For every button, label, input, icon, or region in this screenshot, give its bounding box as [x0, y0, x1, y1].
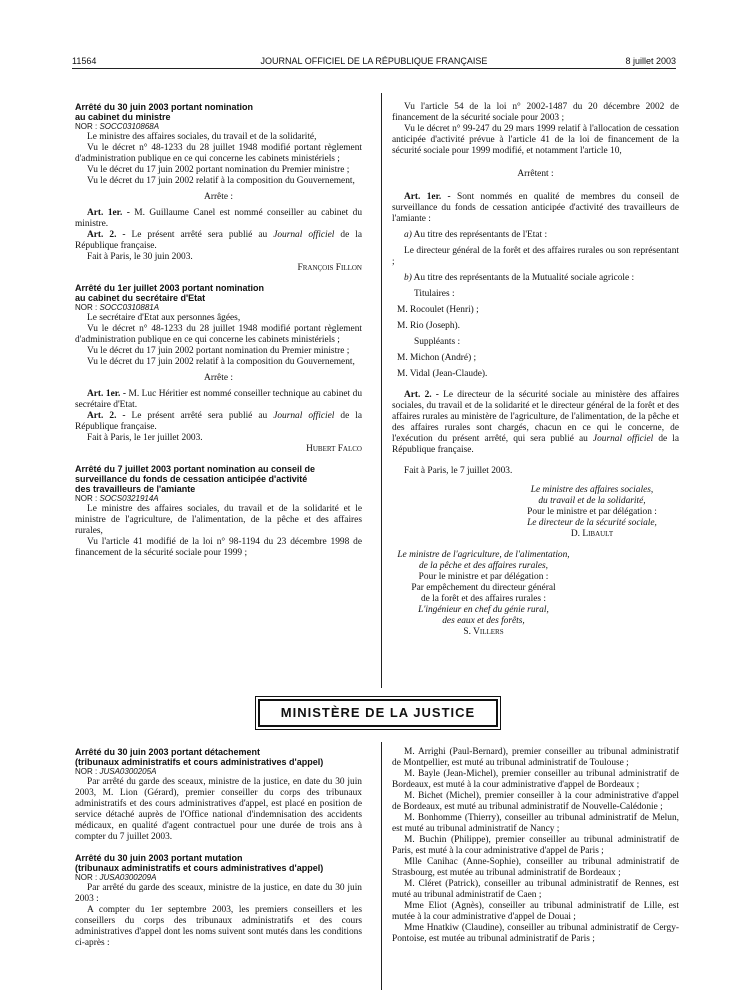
journal-title: JOURNAL OFFICIEL DE LA RÉPUBLIQUE FRANÇAISE: [260, 56, 488, 66]
member-state: Le directeur général de la forêt et des affaires rurales ou son représentant ;: [392, 246, 679, 267]
arrete-title-line2: (tribunaux administratifs et cours administratives d'appel): [75, 863, 324, 873]
article-2: Art. 2. - Le présent arrêté sera publié au Journal officiel de la République française.: [75, 230, 362, 251]
arrete-title: Arrêté du 7 juillet 2003 portant nomination au conseil de: [75, 464, 316, 474]
arrete-cabinet-ministre: [75, 102, 362, 274]
member-titulaire: M. Rio (Joseph).: [397, 321, 461, 331]
left-column-bottom: [75, 747, 362, 949]
done-at: Fait à Paris, le 30 juin 2003.: [87, 252, 193, 262]
body-text: Par arrêté du garde des sceaux, ministre de la justice, en date du 30 juin 2003, M. Lion (Gérard), premier conseiller du corps des tribunaux administratifs et des cours administratives d'appel, est placé en position de service détaché auprès de l'Office national d'indemnisation des accidents médicaux, en qualité d'agent contractuel pour une durée de trois ans à compter du 7 juillet 2003.: [75, 777, 362, 842]
ministry-heading: MINISTÈRE DE LA JUSTICE: [258, 699, 498, 727]
mutation-entry: M. Cléret (Patrick), conseiller au tribunal administratif de Rennes, est muté au tribunal administratif de Caen ;: [392, 879, 679, 900]
preamble-text: Le ministre des affaires sociales, du travail et de la solidarité et le ministre de l'agriculture, de l'alimentation, de la pêche et des affaires rurales,: [75, 504, 362, 536]
visa-text: Vu l'article 54 de la loi n° 2002-1487 du 20 décembre 2002 de financement de la sécurité sociale pour 2003 ;: [392, 102, 679, 123]
mutation-entry: Mme Hnatkiw (Claudine), conseiller au tribunal administratif de Cergy-Pontoise, est mutée au tribunal administratif de Paris ;: [392, 923, 679, 944]
right-column-top: [392, 102, 679, 638]
signature-block-social: [502, 485, 682, 540]
nor-reference: NOR : JUSA0300205A: [75, 767, 157, 776]
arrete-title: Arrêté du 30 juin 2003 portant détachement: [75, 747, 261, 757]
arrete-title-line2: au cabinet du secrétaire d'Etat: [75, 293, 206, 303]
signature-line: Le directeur de la sécurité sociale,: [527, 518, 657, 528]
article-2: Art. 2. - Le présent arrêté sera publié au Journal officiel de la République française.: [75, 411, 362, 432]
arrete-keyword: Arrête :: [204, 192, 233, 202]
mutation-entry: M. Bonhomme (Thierry), conseiller au tribunal administratif de Melun, est muté au tribunal administratif de Nancy ;: [392, 813, 679, 834]
mutation-entry: M. Bichet (Michel), premier conseiller à la cour administrative d'appel de Bordeaux, est muté au tribunal administratif de Nouvelle-Calédonie ;: [392, 791, 679, 812]
article-1: Art. 1er. - M. Luc Héritier est nommé conseiller technique au cabinet du secrétaire d'Etat.: [75, 389, 363, 410]
arrete-title-line2: surveillance du fonds de cessation anticipée d'activité: [75, 474, 308, 484]
arrete-keyword: Arrête :: [204, 373, 233, 383]
arrete-title: Arrêté du 30 juin 2003 portant mutation: [75, 853, 243, 863]
right-column-bottom: [392, 747, 679, 945]
signatory: Hubert Falco: [306, 444, 362, 454]
nor-reference: NOR : SOCC0310868A: [75, 122, 160, 131]
mutation-entry: M. Bayle (Jean-Michel), premier conseiller au tribunal administratif de Bordeaux, est muté à la cour administrative d'appel de Bordeaux ;: [392, 769, 679, 790]
visa-text: Vu l'article 41 modifié de la loi n° 98-1194 du 23 décembre 1998 de financement de la sécurité sociale pour 1999 ;: [75, 537, 362, 558]
arrete-title-line2: (tribunaux administratifs et cours administratives d'appel): [75, 757, 324, 767]
arrete-title-line3: des travailleurs de l'amiante: [75, 484, 196, 494]
visa-text: Vu le décret du 17 juin 2002 relatif à la composition du Gouvernement,: [87, 357, 355, 367]
category-b: b) Au titre des représentants de la Mutualité sociale agricole :: [404, 273, 635, 283]
mutation-entry: M. Buchin (Philippe), premier conseiller au tribunal administratif de Paris, est muté à la cour administrative d'appel de Paris ;: [392, 835, 679, 856]
article-1: Art. 1er. - Sont nommés en qualité de membres du conseil de surveillance du fonds de cessation anticipée d'activité des travailleurs de l'amiante :: [392, 192, 680, 224]
visa-text: Vu le décret n° 48-1233 du 28 juillet 1948 modifié portant règlement d'administration publique en ce qui concerne les cabinets ministériels ;: [75, 143, 362, 164]
article-1: Art. 1er. - M. Guillaume Canel est nommé conseiller au cabinet du ministre.: [75, 208, 363, 229]
header-rule: [72, 68, 676, 69]
column-divider-top: [381, 93, 382, 688]
signature-line: Pour le ministre et par délégation :: [527, 507, 657, 517]
titulaires-label: Titulaires :: [414, 289, 455, 299]
signature-line: de la pêche et des affaires rurales,: [418, 561, 549, 571]
member-suppleant: M. Michon (André) ;: [397, 353, 477, 363]
visa-text: Vu le décret du 17 juin 2002 portant nomination du Premier ministre ;: [87, 346, 350, 356]
arretent-keyword: Arrêtent :: [517, 169, 554, 179]
signature-line: Par empêchement du directeur général: [411, 583, 556, 593]
signature-block-agriculture: [386, 550, 581, 638]
mutation-entry: Mlle Canihac (Anne-Sophie), conseiller au tribunal administratif de Strasbourg, est mutée au tribunal administratif de Bordeaux ;: [392, 857, 679, 878]
nor-reference: NOR : JUSA0300209A: [75, 873, 157, 882]
arrete-amiante: [75, 464, 362, 559]
mutation-entry: Mme Eliot (Agnès), conseiller au tribunal administratif de Lille, est mutée à la cour administrative d'appel de Douai ;: [392, 901, 679, 922]
article-2: Art. 2. - Le directeur de la sécurité sociale au ministère des affaires sociales, du travail et de la solidarité et le directeur général de la forêt et des affaires rurales au ministère de l'agriculture, de l'alimentation, de la pêche et des affaires rurales sont chargés, chacun en ce qui le concerne, de l'exécution du présent arrêté, qui sera publié au Journal officiel de la République française.: [392, 390, 680, 455]
page-header: [72, 55, 676, 67]
signatory: François Fillon: [297, 263, 362, 273]
category-a: a) Au titre des représentants de l'Etat :: [404, 230, 548, 240]
signatory: D. Libault: [570, 529, 614, 539]
left-column-top: [75, 102, 362, 559]
signature-line: des eaux et des forêts,: [442, 616, 525, 626]
arrete-title: Arrêté du 1er juillet 2003 portant nomination: [75, 283, 265, 293]
arrete-title-line2: au cabinet du ministre: [75, 112, 171, 122]
arrete-detachement: [75, 747, 362, 843]
visa-text: Vu le décret n° 99-247 du 29 mars 1999 relatif à l'allocation de cessation anticipée d'activité prévue à l'article 41 de la loi de financement de la sécurité sociale pour 1999 modifié, et notamment l'article 10,: [392, 124, 679, 156]
body-text: A compter du 1er septembre 2003, les premiers conseillers et les conseillers du corps des tribunaux administratifs et des cours administratives d'appel dont les noms suivent sont mutés dans les conditions ci-après :: [75, 905, 362, 948]
signature-line: Le ministre des affaires sociales,: [530, 485, 654, 495]
member-titulaire: M. Rocoulet (Henri) ;: [397, 305, 479, 315]
signature-line: du travail et de la solidarité,: [538, 496, 646, 506]
signatory: S. Villers: [463, 627, 504, 637]
visa-text: Vu le décret n° 48-1233 du 28 juillet 1948 modifié portant règlement d'administration publique en ce qui concerne les cabinets ministériels ;: [75, 324, 362, 345]
mutation-entry: M. Arrighi (Paul-Bernard), premier conseiller au tribunal administratif de Montpellier, est muté au tribunal administratif de Toulouse ;: [392, 747, 679, 768]
arrete-mutation: [75, 853, 362, 949]
signature-line: Le ministre de l'agriculture, de l'alimentation,: [397, 550, 570, 560]
preamble-text: Le secrétaire d'Etat aux personnes âgées,: [87, 313, 241, 323]
visa-text: Vu le décret du 17 juin 2002 relatif à la composition du Gouvernement,: [87, 176, 355, 186]
visa-text: Vu le décret du 17 juin 2002 portant nomination du Premier ministre ;: [87, 165, 350, 175]
signature-line: Pour le ministre et par délégation :: [418, 572, 549, 582]
member-suppleant: M. Vidal (Jean-Claude).: [397, 369, 488, 379]
arrete-title: Arrêté du 30 juin 2003 portant nomination: [75, 102, 254, 112]
column-divider-bottom: [381, 742, 382, 990]
body-text: Par arrêté du garde des sceaux, ministre de la justice, en date du 30 juin 2003 :: [75, 883, 362, 904]
signature-line: L'ingénieur en chef du génie rural,: [418, 605, 549, 615]
arrete-cabinet-secretaire: [75, 283, 362, 455]
suppleants-label: Suppléants :: [414, 337, 461, 347]
nor-reference: NOR : SOCC0310881A: [75, 303, 160, 312]
signature-line: de la forêt et des affaires rurales :: [420, 594, 547, 604]
preamble-text: Le ministre des affaires sociales, du travail et de la solidarité,: [87, 132, 317, 142]
done-at: Fait à Paris, le 7 juillet 2003.: [404, 466, 513, 476]
done-at: Fait à Paris, le 1er juillet 2003.: [87, 433, 203, 443]
issue-date: 8 juillet 2003: [625, 56, 676, 66]
nor-reference: NOR : SOCS0321914A: [75, 494, 159, 503]
page-number: 11564: [72, 56, 97, 66]
